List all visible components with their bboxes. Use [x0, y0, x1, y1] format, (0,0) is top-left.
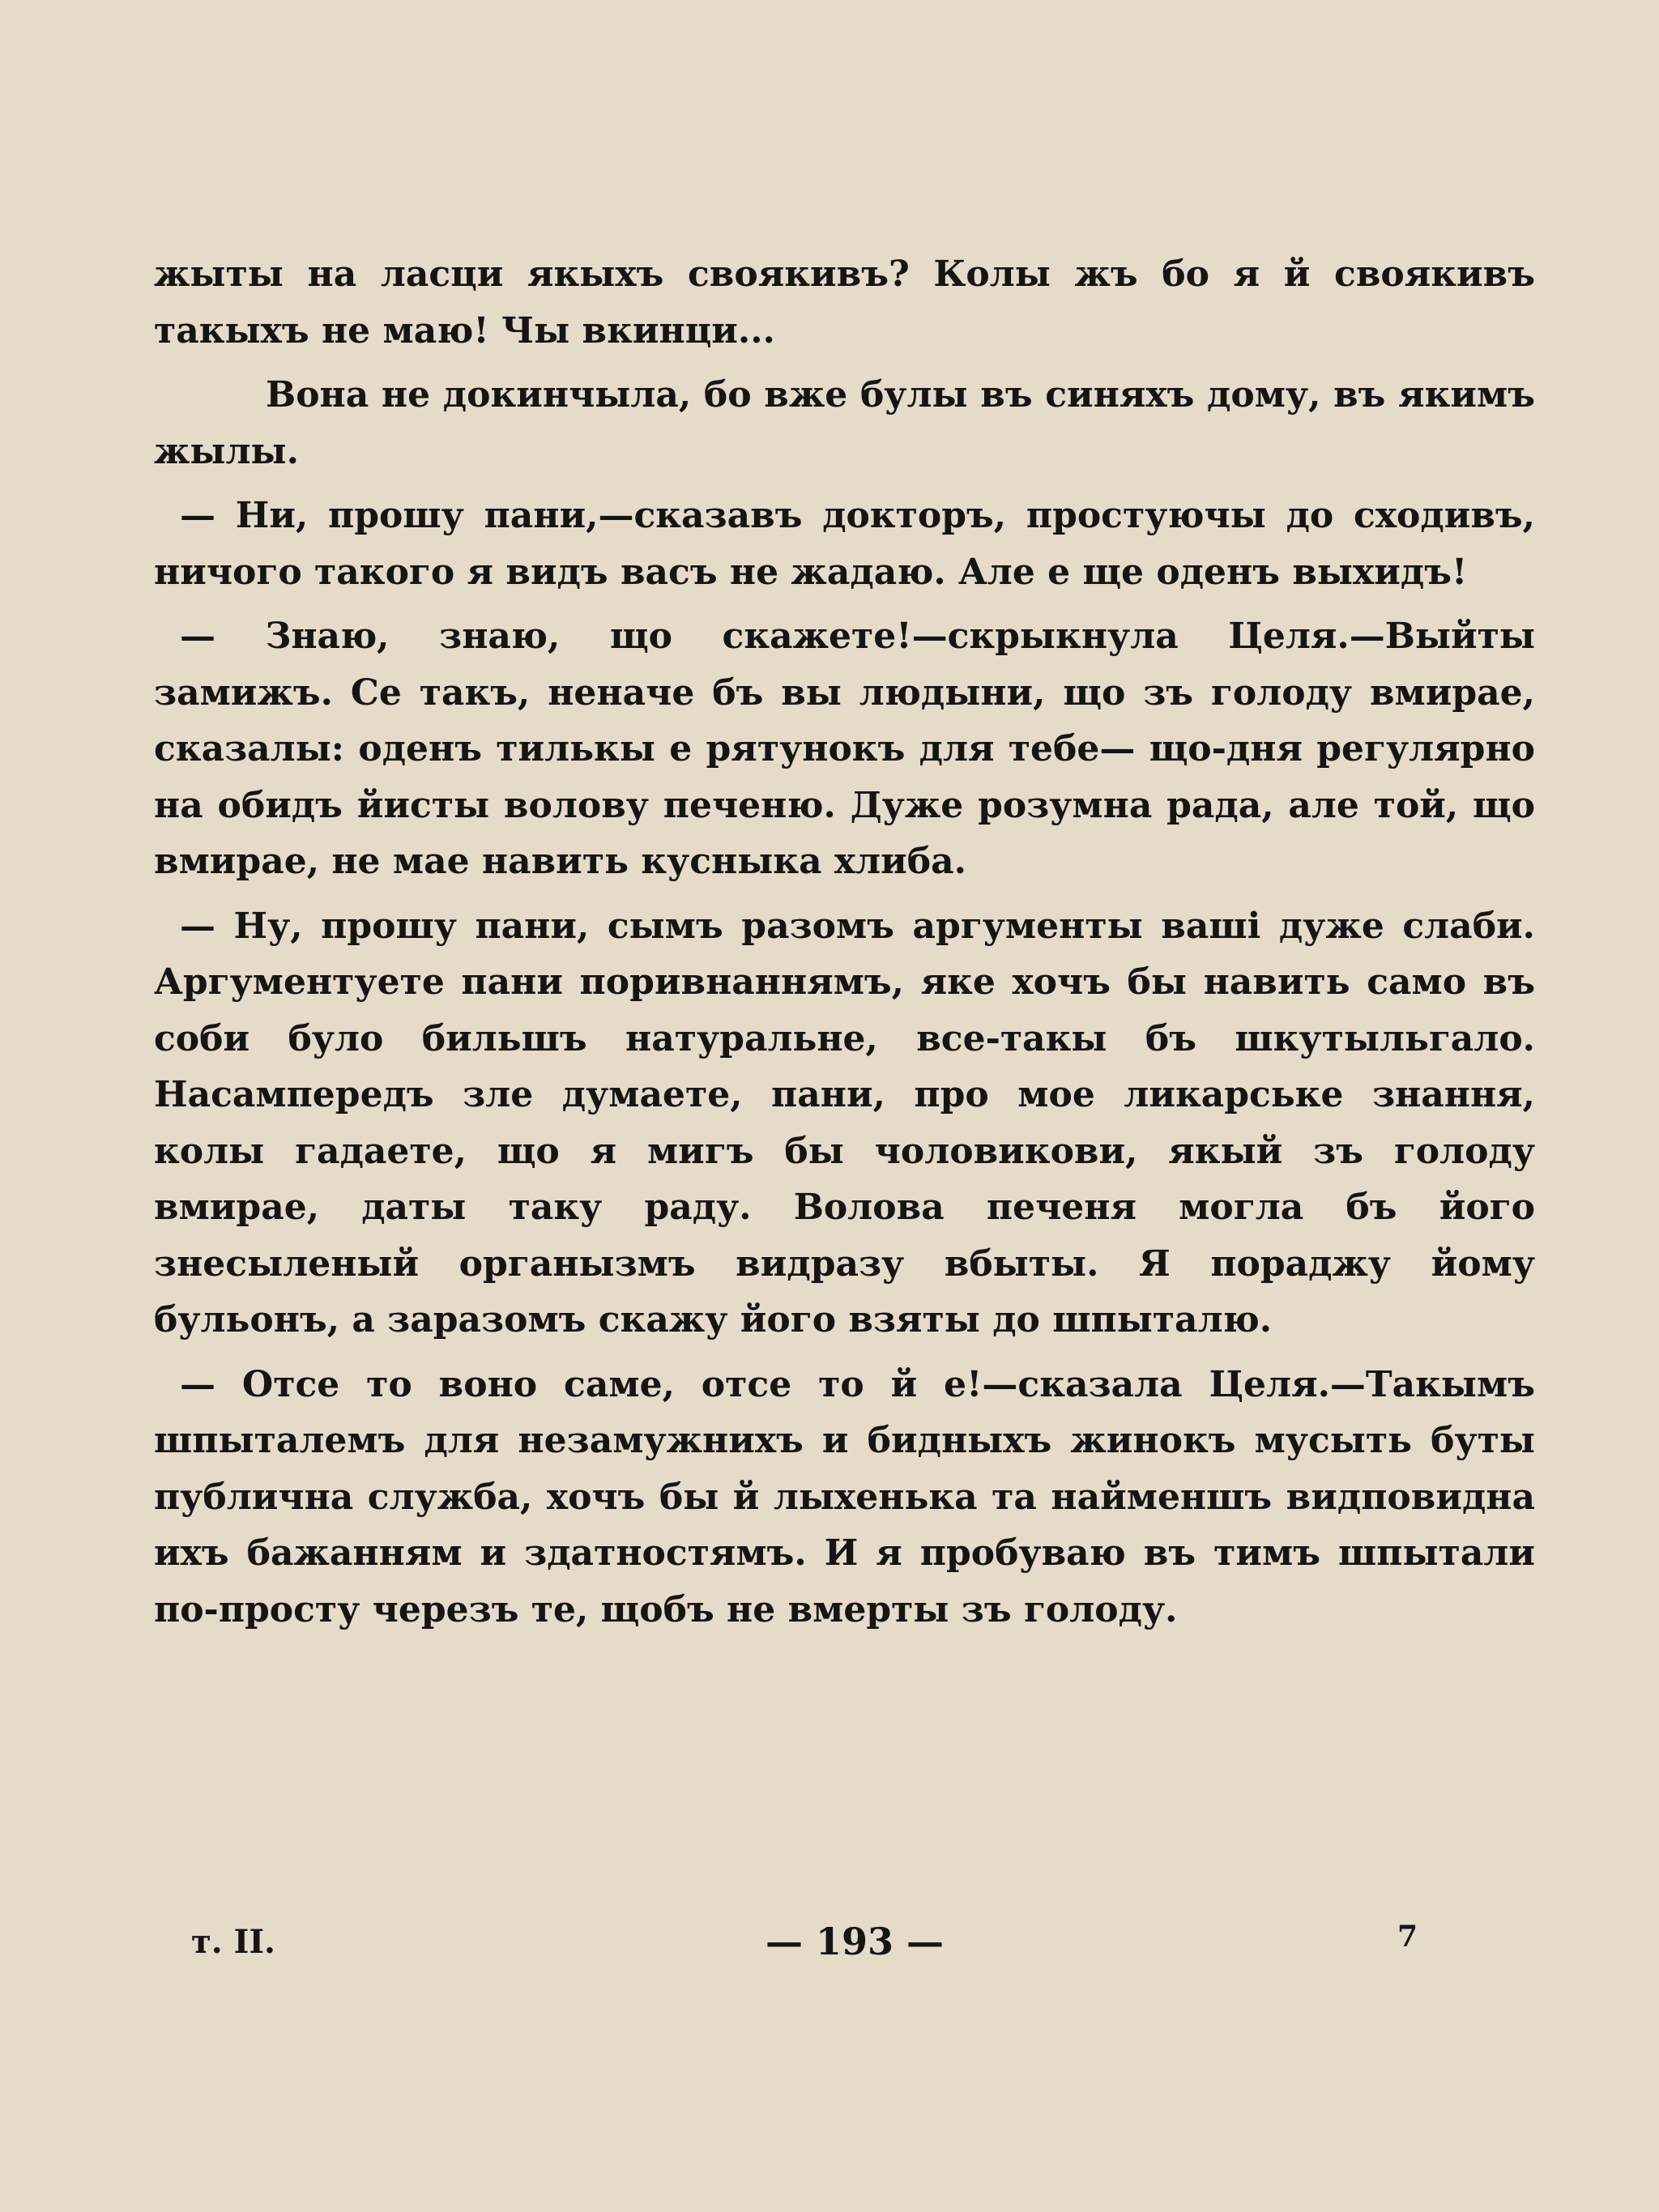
paragraph-3: — Ни, прошу пани,—сказавъ докторъ, простуючы до сходивъ, ничого такого я видъ васъ не жадаю. Але е ще оденъ выхидъ! — [154, 495, 1535, 593]
paragraph-6: — Отсе то воно саме, отсе то й е!—сказала Целя.—Такымъ шпыталемъ для незамужнихъ и бидныхъ жинокъ мусыть буты публична служба, хочъ бы й лыхенька та найменшъ видповидна ихъ бажанням и здатностямъ. И я пробуваю въ тимъ шпытали по-просту черезъ те, щобъ не вмерты зъ голоду. — [154, 1363, 1535, 1630]
page-number: — 193 — — [765, 1920, 945, 1963]
paragraph-4: — Знаю, знаю, що скажете!—скрыкнула Целя.—Выйты замижъ. Се такъ, неначе бъ вы людыни, що зъ голоду вмирае, сказалы: оденъ тилькы е рятунокъ для тебе— що-дня регулярно на обидъ йисты волову печеню. Дуже розумна рада, але той, що вмирае, не мае навить кусныка хлиба. — [154, 616, 1535, 882]
page-footer — [0, 1920, 1659, 1976]
paragraph-2: Вона не докинчыла, бо вже булы въ синяхъ дому, въ якимъ жылы. — [154, 374, 1535, 472]
paragraph-1: жыты на ласци якыхъ своякивъ? Колы жъ бо я й своякивъ такыхъ не маю! Чы вкинци... — [154, 254, 1535, 352]
page-body-text — [154, 246, 1535, 1646]
volume-mark: т. II. — [191, 1923, 275, 1961]
paragraph-5: — Ну, прошу пани, сымъ разомъ аргументы вашi дуже слаби. Аргументуете пани поривнаннямъ, якe хочъ бы навить само въ соби було бильшъ натуральне, все-такы бъ шкутыльгало. Насампередъ зле думаете, пани, про мое ликарське знання, колы гадаете, що я мигъ бы чоловикови, якый зъ голоду вмирае, даты таку раду. Волова печеня могла бъ його знесыленый органызмъ видразу вбыты. Я пораджу йому бульонъ, а заразомъ скажу його взяты до шпыталю. — [154, 905, 1535, 1340]
signature-mark: 7 — [1397, 1920, 1418, 1954]
